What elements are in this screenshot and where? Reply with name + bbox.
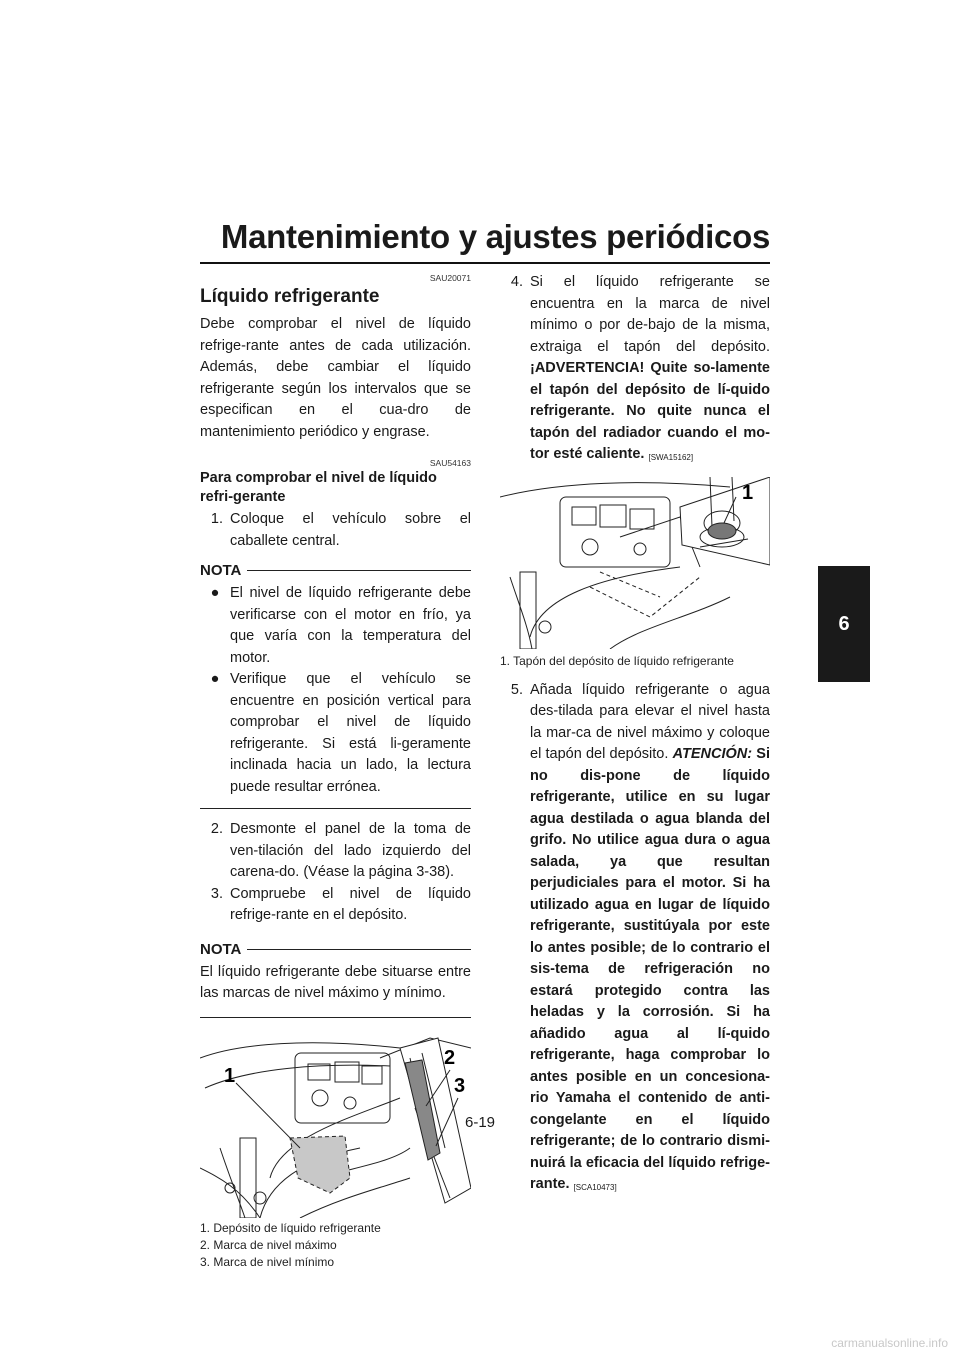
step-3 <box>200 884 471 927</box>
step-text: Desmonte el panel de la toma de ven-tilación del lado izquierdo del carena-do. (Véase la página 3-38). <box>230 821 471 880</box>
note-rule <box>247 570 471 571</box>
caption-item: 2. Marca de nivel máximo <box>200 1237 337 1252</box>
callout-3: 3 <box>454 1074 466 1097</box>
step-number: 1. <box>210 511 223 527</box>
bullet-icon: ● <box>210 671 220 687</box>
note-label: NOTA <box>200 940 242 958</box>
step-4-text: Si el líquido refrigerante se encuentra en la marca de nivel mínimo o por de-bajo de la misma, extraiga el tapón del depósito. <box>530 274 770 355</box>
note-end-rule <box>200 808 471 809</box>
callout-2: 2 <box>444 1046 456 1069</box>
page-number: 6-19 <box>464 1114 496 1131</box>
attention-ref-code: [SCA10473] <box>573 1183 617 1192</box>
caption-item: 3. Marca de nivel mínimo <box>200 1254 335 1269</box>
note-rule <box>247 949 471 950</box>
note-label: NOTA <box>200 562 242 579</box>
attention-label: ATENCIÓN: <box>672 746 753 762</box>
section-title: Líquido refrigerante <box>200 286 380 307</box>
note-bullet-1 <box>200 583 471 669</box>
step-number: 2. <box>210 821 223 837</box>
note-bullet-2 <box>200 669 471 798</box>
step-text <box>530 272 770 469</box>
caption-item: 1. Depósito de líquido refrigerante <box>200 1220 381 1235</box>
watermark: carmanualsonline.info <box>831 1336 948 1350</box>
subsection-title: Para comprobar el nivel de líquido refri-gerante <box>200 470 437 505</box>
subsection-code: SAU54163 <box>429 458 471 468</box>
figure-caption: 1. Tapón del depósito de líquido refrigerante <box>500 653 734 668</box>
step-number: 5. <box>510 681 523 698</box>
note-paragraph: El líquido refrigerante debe situarse entre las marcas de nivel máximo y mínimo. <box>200 963 471 1001</box>
callout-1: 1 <box>742 481 754 504</box>
section-code: SAU20071 <box>429 273 471 283</box>
step-1 <box>200 509 471 552</box>
step-4 <box>500 272 770 469</box>
step-5-text: Añada líquido refrigerante o agua des-tilada para elevar el nivel hasta la mar-ca de nivel máximo y coloque el tapón del depósito. <box>530 681 770 762</box>
bullet-text: Verifique que el vehículo se encuentre en posición vertical para comprobar el nivel de líquido refrigerante. Si está li-geramente inclinada hacia un lado, la lectura puede resultar errónea. <box>230 671 471 795</box>
step-number: 4. <box>510 274 523 290</box>
intro-paragraph: Debe comprobar el nivel de líquido refrige-rante antes de cada utilización. Además, debe cambiar el líquido refrigerante según los intervalos que se especifican en el cua-dro de mantenimiento periódico y engrase. <box>200 316 471 440</box>
page-header-title: Mantenimiento y ajustes periódicos <box>220 218 770 255</box>
step-text: Coloque el vehículo sobre el caballete central. <box>230 511 471 549</box>
note-heading <box>200 562 471 579</box>
note-end-rule <box>200 1017 471 1018</box>
warning-ref-code: [SWA15162] <box>648 453 694 462</box>
reservoir-cap-figure <box>500 477 770 649</box>
note-heading <box>200 941 471 958</box>
figure-caption-list <box>200 1220 471 1271</box>
chapter-tab: 6 <box>818 566 870 682</box>
bullet-text: El nivel de líquido refrigerante debe verificarse con el motor en frío, ya que varía con la temperatura del motor. <box>230 585 471 666</box>
step-2 <box>200 819 471 884</box>
header-rule <box>200 262 770 264</box>
bullet-icon: ● <box>210 585 220 601</box>
step-text: Compruebe el nivel de líquido refrige-rante en el depósito. <box>230 885 471 923</box>
warning-text: ¡ADVERTENCIA! Quite so-lamente el tapón del depósito de lí-quido refrigerante. No quite nunca el tapón del radiador cuando el mo-tor esté caliente. <box>530 360 770 462</box>
reservoir-cap-illustration <box>500 477 770 649</box>
callout-1: 1 <box>224 1064 236 1087</box>
attention-text: Si no dis-pone de líquido refrigerante, utilice en su lugar agua destilada o agua blanda del grifo. No utilice agua dura o agua salada, ya que resultan perjudiciales para el motor. Si ha utilizado agua en lugar de líquido refrigerante, sustitúyala por este lo antes posible; de lo contrario el sis-tema de refrigeración no estará protegido contra las heladas y la corrosión. Si ha añadido agua al lí-quido refrigerante, haga comprobar lo antes posible en un concesiona-rio Yamaha el contenido de anti-congelante en el líquido refrigerante; de lo contrario dismi-nuirá la eficacia del líquido refrige-rante. <box>530 746 771 1192</box>
step-number: 3. <box>210 885 223 902</box>
right-column <box>500 272 770 1199</box>
